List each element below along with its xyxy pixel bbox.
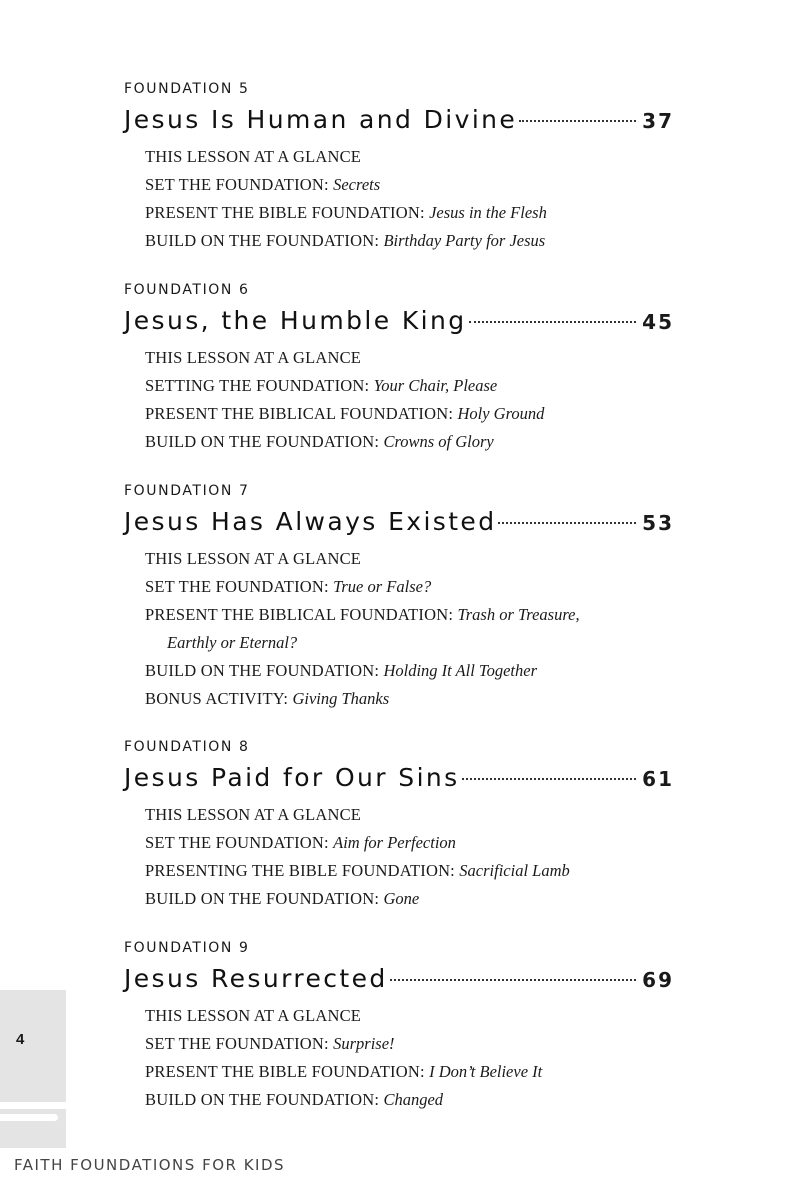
page-reference: 45	[642, 310, 674, 334]
lesson-item: PRESENT THE BIBLICAL FOUNDATION: Holy Ground	[145, 404, 545, 423]
lesson-list	[145, 801, 674, 913]
lesson-item: SET THE FOUNDATION: Surprise!	[145, 1034, 395, 1053]
lesson-list	[145, 344, 674, 456]
lesson-item-continuation: Earthly or Eternal?	[167, 633, 298, 652]
toc-section-foundation-5	[124, 79, 674, 255]
foundation-label: FOUNDATION 7	[124, 483, 250, 499]
foundation-label: FOUNDATION 6	[124, 282, 250, 298]
dot-leader	[498, 522, 636, 524]
lesson-item: SET THE FOUNDATION: True or False?	[145, 577, 432, 596]
dot-leader	[469, 321, 637, 323]
lesson-item: THIS LESSON AT A GLANCE	[145, 1006, 362, 1025]
lesson-item: BONUS ACTIVITY: Giving Thanks	[145, 689, 390, 708]
lesson-item: PRESENT THE BIBLE FOUNDATION: I Don’t Believe It	[145, 1062, 543, 1081]
page-reference: 37	[642, 109, 674, 133]
foundation-label: FOUNDATION 8	[124, 739, 250, 755]
dot-leader	[390, 979, 637, 981]
chapter-title: Jesus Has Always Existed	[124, 507, 497, 536]
chapter-title: Jesus Is Human and Divine	[124, 105, 518, 134]
tab-streak	[0, 1114, 58, 1121]
toc-entry[interactable]	[124, 759, 674, 797]
lesson-item: BUILD ON THE FOUNDATION: Changed	[145, 1090, 444, 1109]
toc-section-foundation-8	[124, 737, 674, 913]
lesson-item: SET THE FOUNDATION: Secrets	[145, 175, 381, 194]
chapter-title: Jesus, the Humble King	[124, 306, 467, 335]
dot-leader	[519, 120, 636, 122]
toc-section-foundation-6	[124, 280, 674, 456]
lesson-item: BUILD ON THE FOUNDATION: Gone	[145, 889, 420, 908]
toc-entry[interactable]	[124, 960, 674, 998]
lesson-item: THIS LESSON AT A GLANCE	[145, 805, 362, 824]
lesson-item: BUILD ON THE FOUNDATION: Holding It All Together	[145, 661, 537, 680]
running-footer: FAITH FOUNDATIONS FOR KIDS	[14, 1156, 286, 1174]
foundation-label: FOUNDATION 9	[124, 940, 250, 956]
lesson-item: PRESENTING THE BIBLE FOUNDATION: Sacrificial Lamb	[145, 861, 570, 880]
lesson-item: PRESENT THE BIBLICAL FOUNDATION: Trash or Treasure,	[145, 605, 580, 624]
foundation-label: FOUNDATION 5	[124, 81, 250, 97]
lesson-item: BUILD ON THE FOUNDATION: Crowns of Glory	[145, 432, 494, 451]
lesson-list	[145, 545, 674, 713]
lesson-list	[145, 143, 674, 255]
lesson-item: THIS LESSON AT A GLANCE	[145, 348, 362, 367]
toc-entry[interactable]	[124, 503, 674, 541]
lesson-item: THIS LESSON AT A GLANCE	[145, 147, 362, 166]
chapter-title: Jesus Resurrected	[124, 964, 388, 993]
toc-section-foundation-9	[124, 938, 674, 1114]
toc-entry[interactable]	[124, 101, 674, 139]
page-number: 4	[16, 1031, 25, 1048]
page-reference: 69	[642, 968, 674, 992]
lesson-item: THIS LESSON AT A GLANCE	[145, 549, 362, 568]
lesson-item: SET THE FOUNDATION: Aim for Perfection	[145, 833, 456, 852]
tab-streak	[0, 1102, 70, 1109]
lesson-item: PRESENT THE BIBLE FOUNDATION: Jesus in the Flesh	[145, 203, 547, 222]
toc-entry[interactable]	[124, 302, 674, 340]
page-reference: 61	[642, 767, 674, 791]
page-reference: 53	[642, 511, 674, 535]
dot-leader	[462, 778, 637, 780]
lesson-list	[145, 1002, 674, 1114]
chapter-title: Jesus Paid for Our Sins	[124, 763, 460, 792]
lesson-item: BUILD ON THE FOUNDATION: Birthday Party for Jesus	[145, 231, 546, 250]
toc-section-foundation-7	[124, 481, 674, 713]
lesson-item: SETTING THE FOUNDATION: Your Chair, Please	[145, 376, 498, 395]
page-tab-decoration	[0, 990, 66, 1148]
